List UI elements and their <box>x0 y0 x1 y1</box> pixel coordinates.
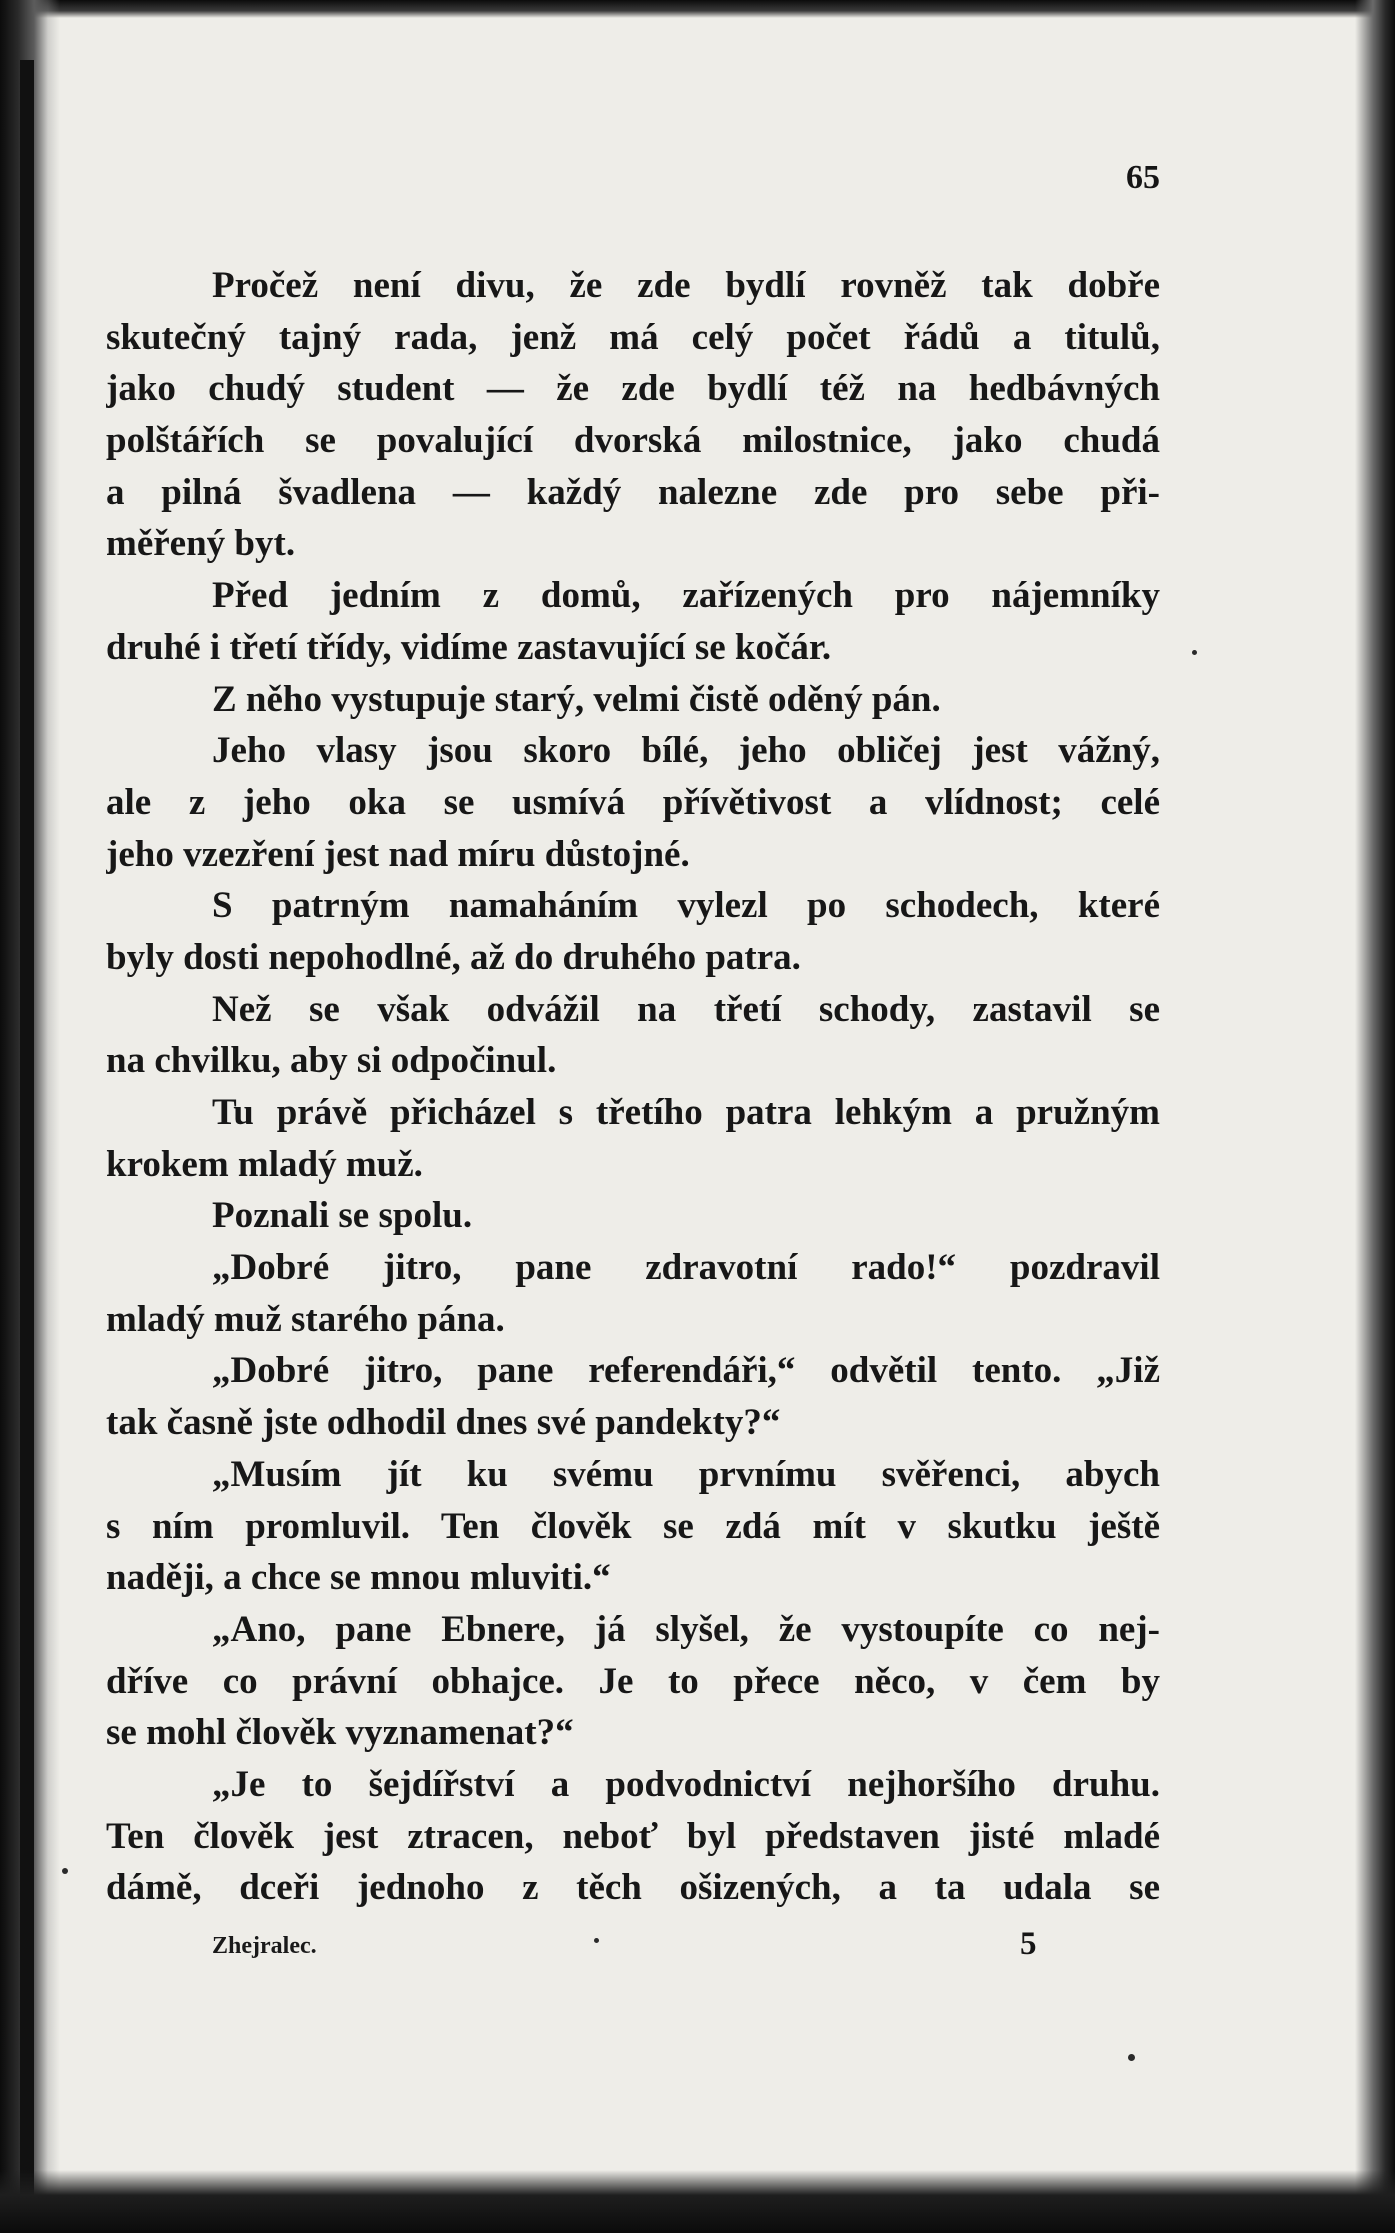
footer-sheet-number: 5 <box>1020 1926 1037 1962</box>
text-line: ale z jeho oka se usmívá přívětivost a vlídnost; celé <box>106 781 1160 823</box>
text-line: Před jedním z domů, zařízených pro nájemníky <box>212 575 1160 617</box>
text-line: „Ano, pane Ebnere, já slyšel, že vystoupíte co nej- <box>212 1608 1160 1650</box>
text-line: Než se však odvážil na třetí schody, zastavil se <box>212 988 1160 1030</box>
page-number: 65 <box>1126 159 1160 196</box>
print-speck <box>1192 650 1197 655</box>
text-line: Tu právě přicházel s třetího patra lehkým a pružným <box>212 1092 1160 1133</box>
print-speck <box>1128 2054 1135 2061</box>
text-line: „Dobré jitro, pane zdravotní rado!“ pozdravil <box>212 1247 1160 1289</box>
scan-border-bottom <box>0 2170 1395 2233</box>
text-line: skutečný tajný rada, jenž má celý počet řádů a titulů, <box>106 316 1160 358</box>
text-line: Pročež není divu, že zde bydlí rovněž tak dobře <box>212 265 1160 306</box>
text-line: tak časně jste odhodil dnes své pandekty?“ <box>106 1402 781 1444</box>
body-text <box>106 260 1160 1914</box>
text-line: a pilná švadlena — každý nalezne zde pro sebe při- <box>106 471 1160 513</box>
print-speck <box>62 1868 68 1874</box>
text-line: se mohl člověk vyznamenat?“ <box>106 1712 574 1754</box>
text-line: naději, a chce se mnou mluviti.“ <box>106 1557 611 1599</box>
text-line: jeho vzezření jest nad míru důstojné. <box>106 833 690 875</box>
scan-border-right <box>1355 0 1395 2233</box>
text-line: Jeho vlasy jsou skoro bílé, jeho obličej jest vážný, <box>212 730 1160 772</box>
text-line: dříve co právní obhajce. Je to přece něco, v čem by <box>106 1660 1160 1702</box>
text-line: měřený byt. <box>106 523 296 565</box>
text-line: krokem mladý muž. <box>106 1143 423 1185</box>
text-line: „Dobré jitro, pane referendáři,“ odvětil tento. „Již <box>212 1350 1160 1392</box>
text-line: druhé i třetí třídy, vidíme zastavující se kočár. <box>106 626 832 668</box>
text-line: „Je to šejdířství a podvodnictví nejhoršího druhu. <box>212 1763 1160 1805</box>
text-line: s ním promluvil. Ten člověk se zdá mít v skutku ještě <box>106 1505 1160 1547</box>
text-line: byly dosti nepohodlné, až do druhého patra. <box>106 936 801 978</box>
text-line: Z něho vystupuje starý, velmi čistě oděný pán. <box>212 678 941 720</box>
text-line: dámě, dceři jednoho z těch ošizených, a ta udala se <box>106 1867 1160 1909</box>
footer-signature: Zhejralec. <box>212 1933 317 1959</box>
print-speck <box>594 1938 599 1943</box>
text-line: jako chudý student — že zde bydlí též na hedbávných <box>106 368 1160 410</box>
text-line: mladý muž starého pána. <box>106 1298 505 1340</box>
text-line: Ten člověk jest ztracen, neboť byl představen jisté mladé <box>106 1815 1160 1857</box>
text-line: na chvilku, aby si odpočinul. <box>106 1040 557 1082</box>
text-line: Poznali se spolu. <box>212 1195 473 1237</box>
text-line: S patrným namaháním vylezl po schodech, které <box>212 885 1160 927</box>
text-line: polštářích se povalující dvorská milostnice, jako chudá <box>106 420 1160 462</box>
book-binding-edge <box>20 60 34 2200</box>
scan-border-top <box>0 0 1395 18</box>
text-line: „Musím jít ku svému prvnímu svěřenci, abych <box>212 1453 1160 1495</box>
